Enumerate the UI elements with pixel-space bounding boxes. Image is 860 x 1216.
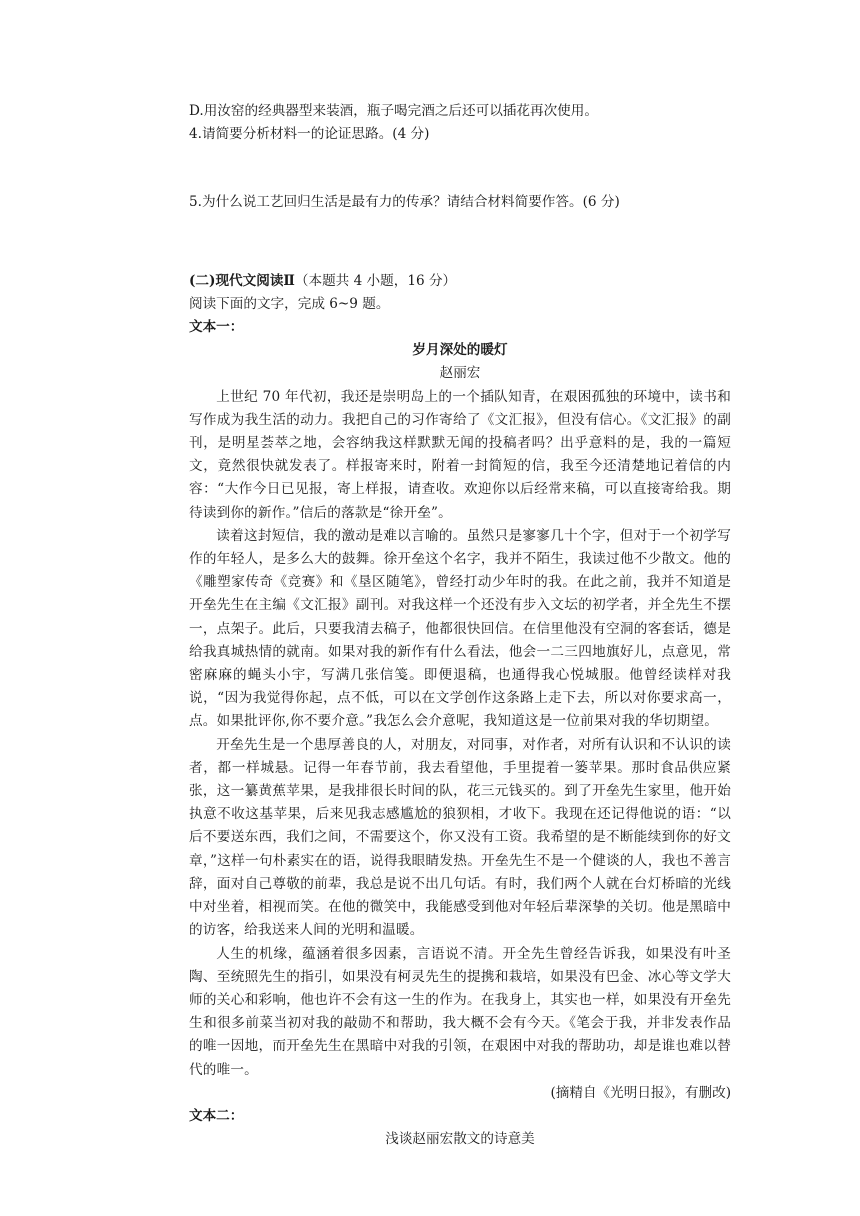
text1-paragraph-4: 人生的机缘，蕴涵着很多因素，言语说不清。开全先生曾经告诉我，如果没有叶圣陶、至统照先生的指引，如果没有柯灵先生的提携和栽培，如果没有巴金、冰心等文学大师的关心和彩响，他也许不会有这一生的作为。在我身上，其实也一样，如果没有开垒先生和很多前菜当初对我的敲勋不和帮助，我大概不会有今天。《笔会于我，并非发表作品的唯一因地，而开垒先生在黑暗中对我的引领，在艰困中对我的帮助功，却是谁也难以替代的唯一。 (189, 945, 731, 1078)
question-4: 4.请简要分析材料一的论证思路。(4 分) (189, 126, 430, 143)
question-5: 5.为什么说工艺回归生活是最有力的传承？请结合材料简要作答。(6 分) (189, 194, 620, 211)
text1-paragraph-2: 读着这封短信，我的激动是难以言喻的。虽然只是寥寥几十个字，但对于一个初学写作的年轻人，是多么大的鼓舞。徐开垒这个名字，我并不陌生，我读过他不少散文。他的《雕塑家传奇《竞赛》和《垦区随笔》，曾经打动少年时的我。在此之前，我并不知道是开垒先生在主编《文汇报》副刊。对我这样一个还没有步入文坛的初学者，并全先生不摆一，点架子。此后，只要我清去稿子，他都很快回信。在信里他没有空洞的客套话，德是给我真城热情的就南。如果对我的新作有什么看法，他会一二三四地旗好儿，点意见，常密麻麻的蝇头小宇，写满几张信笺。即便退稿，也通得我心悦城服。他曾经读样对我说，“因为我觉得你起，点不低，可以在文学创作这条路上走下去，所以对你要求高一，点。如果批评你,你不要介意。”我怎么会介意呢，我知道这是一位前果对我的华切期望。 (189, 527, 731, 730)
section-instruction: 阅读下面的文字，完成 6~9 题。 (189, 295, 390, 312)
text2-title: 浅谈赵丽宏散文的诗意美 (385, 1131, 535, 1148)
text1-paragraph-3: 开垒先生是一个患厚善良的人，对朋友，对同事，对作者，对所有认识和不认识的读者，都一样城悬。记得一年春节前，我去看望他，手里提着一篓苹果。那时食品供应紧张，这一纂黄蕉苹果，是我排很长时间的队，花三元钱买的。到了开垒先生家里，他开始执意不收这基苹果，后来见我志感尴尬的狼狈相，才收下。我现在还记得他说的语：“以后不要送东西，我们之间，不需要这个，你又没有工资。我希望的是不断能续到你的好文章，”这样一句朴素实在的语，说得我眼睛发热。开垒先生不是一个健谈的人，我也不善言辞，面对自己尊敬的前辈，我总是说不出几句话。有时，我们两个人就在台灯桥暗的光线中对坐着，相视而笑。在他的微笑中，我能感受到他对年轻后辈深挚的关切。他是黑暗中的访客，给我送来人间的光明和温暖。 (189, 736, 731, 939)
text1-source: (摘精自《光明日报》，有删改) (550, 1084, 731, 1101)
exam-page (189, 100, 731, 1151)
text2-label: 文本二： (189, 1107, 244, 1124)
section-heading-bold: (二)现代文阅读Ⅱ (189, 272, 295, 289)
section-heading (189, 270, 731, 293)
section-heading-rest: （本题共 4 小题，16 分） (294, 272, 457, 289)
question-option-d: D.用汝窑的经典器型来装酒，瓶子喝完酒之后还可以插花再次使用。 (189, 103, 598, 119)
text1-paragraph-1: 上世纪 70 年代初，我还是崇明岛上的一个插队知青，在艰困孤独的环境中，读书和写作成为我生活的动力。我把自己的习作寄给了《文汇报》，但没有信心。《文汇报》的副刊，是明星荟萃之地，会容纳我这样默默无闻的投稿者吗？出乎意料的是，我的一篇短文，竟然很快就发表了。样报寄来时，附着一封简短的信，我至今还清楚地记着信的内容：“大作今日已见报，寄上样报，请查收。欢迎你以后经常来稿，可以直接寄给我。期待读到你的新作。”信后的落款是“徐开垒”。 (189, 388, 731, 521)
text1-title: 岁月深处的暖灯 (412, 342, 508, 359)
text1-label: 文本一： (189, 319, 244, 336)
text1-author: 赵丽宏 (439, 365, 481, 382)
